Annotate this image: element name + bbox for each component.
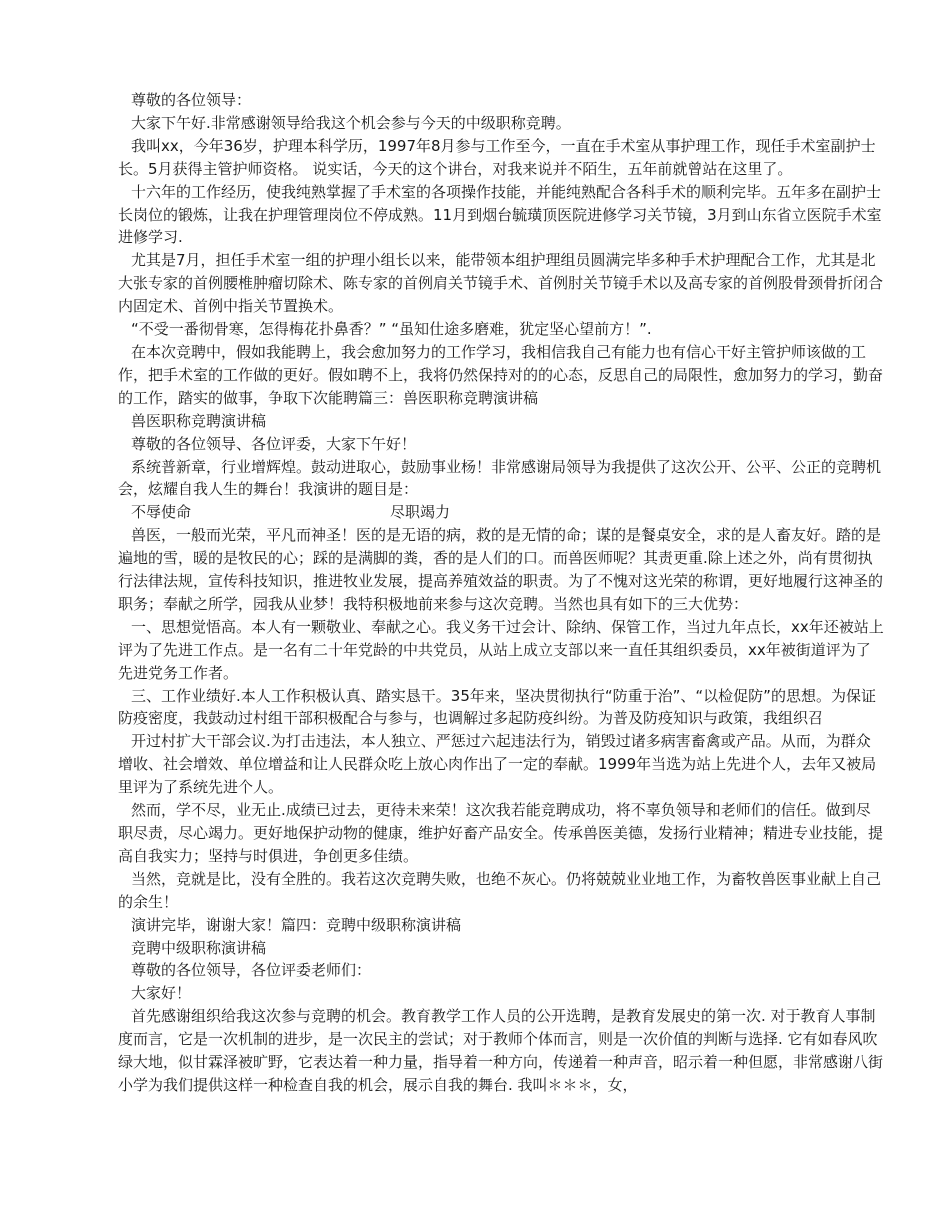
paragraph: 一、思想觉悟高。本人有一颗敬业、奉献之心。我义务干过会计、除纳、保管工作，当过九年点长，xx年还被站上评为了先进工作点。是一名有二十年党龄的中共党员，从站上成立支部以来一直任其组织委员，xx年被街道评为了先进党务工作者。 — [118, 617, 884, 682]
paragraph: 首先感谢组织给我这次参与竞聘的机会。教育教学工作人员的公开选聘，是教育发展史的第一次. 对于教育人事制度而言，它是一次机制的进步，是一次民主的尝试；对于教师个体而言，则是一次价值的判断与选择. 它有如春风吹绿大地，似甘霖泽被旷野，它表达着一种力量，指导着一种方向，传递着一种声音，昭示着一种但愿，非常感谢八街小学为我们提供这样一种检查自我的机会，展示自我的舞台. 我叫＊＊＊，女， — [118, 1007, 884, 1094]
paragraph: 我叫xx，今年36岁，护理本科学历，1997年8月参与工作至今，一直在手术室从事护理工作，现任手术室副护士长。5月获得主管护师资格。 说实话，今天的这个讲台，对我来说并不陌生，五年前就曾站在这里了。 — [118, 136, 876, 178]
speech-title-left: 不辱使命 — [131, 503, 192, 522]
section-title: 兽医职称竞聘演讲稿 — [131, 411, 267, 430]
section-title: 竞聘中级职称演讲稿 — [131, 938, 267, 957]
salutation: 尊敬的各位领导，各位评委老师们： — [131, 961, 372, 980]
paragraph: 尤其是7月，担任手术室一组的护理小组长以来，能带领本组护理组员圆满完毕多种手术护理配合工作，尤其是北大张专家的首例腰椎肿瘤切除术、陈专家的首例肩关节镜手术、首例肘关节镜手术以及高专家的首例股骨颈骨折闭合内固定术、首例中指关节置换术。 — [118, 251, 884, 316]
paragraph: 开过村扩大干部会议.为打击违法，本人独立、严惩过六起违法行为，销毁过诸多病害畜禽或产品。从而，为群众增收、社会增效、单位增益和让人民群众吃上放心肉作出了一定的奉献。1999年当选为站上先进个人，去年又被局里评为了系统先进个人。 — [118, 732, 877, 797]
paragraph: 当然，竞就是比，没有全胜的。我若这次竞聘失败，也绝不灰心。仍将兢兢业业地工作，为畜牧兽医事业献上自己的余生！ — [118, 869, 882, 911]
paragraph: 在本次竞聘中，假如我能聘上，我会愈加努力的工作学习，我相信我自己有能力也有信心干好主管护师该做的工作，把手术室的工作做的更好。假如聘不上，我将仍然保持对的的心态，反思自己的局限性，愈加努力的学习，勤奋的工作，踏实的做事，争取下次能聘篇三：兽医职称竞聘演讲稿 — [118, 342, 884, 407]
paragraph: 兽医，一般而光荣，平凡而神圣！医的是无语的病，救的是无情的命；谋的是餐桌安全，求的是人畜友好。踏的是遍地的雪，暖的是牧民的心；踩的是满脚的粪，香的是人们的口。而兽医师呢？其责更重.除上述之外，尚有贯彻执行法律法规，宣传科技知识，推进牧业发展，提高养殖效益的职责。为了不愧对这光荣的称谓，更好地履行这神圣的职务；奉献之所学，园我从业梦！我特积极地前来参与这次竞聘。当然也具有如下的三大优势： — [118, 526, 884, 613]
speech-title-right: 尽职竭力 — [390, 503, 451, 522]
closing-line: 演讲完毕，谢谢大家！篇四：竞聘中级职称演讲稿 — [131, 915, 462, 934]
greeting: 大家好！ — [131, 984, 192, 1003]
paragraph: 然而，学不尽，业无止.成绩已过去，更待未来荣！这次我若能竞聘成功，将不辜负领导和老师们的信任。做到尽职尽责，尽心竭力。更好地保护动物的健康，维护好畜产品安全。传承兽医美德，发扬行业精神；精进专业技能，提高自我实力；坚持与时俱进，争创更多佳绩。 — [118, 801, 884, 865]
paragraph: 系统普新章，行业增辉煌。鼓动进取心，鼓励事业杨！非常感谢局领导为我提供了这次公开、公平、公正的竞聘机会，炫耀自我人生的舞台！我演讲的题目是： — [118, 457, 882, 499]
greeting: 大家下午好.非常感谢领导给我这个机会参与今天的中级职称竞聘。 — [131, 113, 571, 132]
salutation: 尊敬的各位领导、各位评委，大家下午好！ — [131, 434, 417, 453]
paragraph: 十六年的工作经历，使我纯熟掌握了手术室的各项操作技能，并能纯熟配合各科手术的顺利完毕。五年多在副护士长岗位的锻炼，让我在护理管理岗位不停成熟。11月到烟台毓璜顶医院进修学习关节镜，3月到山东省立医院手术室进修学习. — [118, 182, 882, 247]
paragraph: 三、工作业绩好.本人工作积极认真、踏实恳干。35年来，坚决贯彻执行“防重于治”、“以检促防”的思想。为保证防疫密度，我鼓动过村组干部积极配合与参与，也调解过多起防疫纠纷。为普及防疫知识与政策，我组织召 — [118, 686, 876, 728]
salutation: 尊敬的各位领导： — [131, 91, 252, 109]
quote-line: “不受一番彻骨寒，怎得梅花扑鼻香？” “虽知仕途多磨难，犹定坚心望前方！”. — [131, 320, 652, 339]
speech-title-row — [118, 501, 884, 524]
